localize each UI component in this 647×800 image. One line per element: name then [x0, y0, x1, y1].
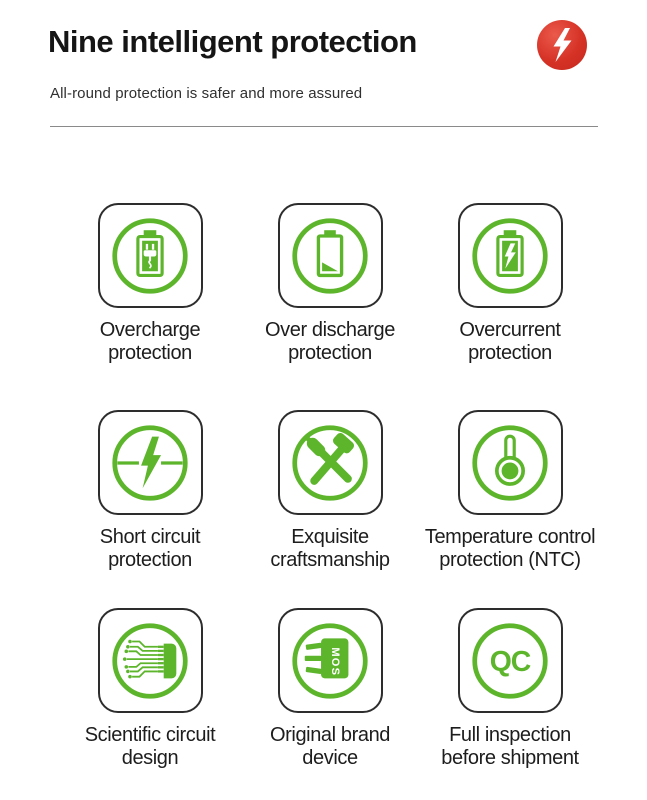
grid-row-1	[60, 203, 600, 365]
header-divider	[50, 126, 598, 127]
qc-text: QC	[489, 645, 531, 678]
feature-label	[100, 319, 201, 365]
over-discharge-battery-icon	[290, 216, 370, 296]
short-circuit-bolt-icon	[110, 423, 190, 503]
circuit-traces-chip-icon	[110, 621, 190, 701]
feature-label	[265, 319, 395, 365]
feature-over-discharge	[240, 203, 420, 365]
feature-full-inspection	[420, 608, 600, 770]
icon-box	[278, 410, 383, 515]
feature-label-line1: Temperature control	[424, 526, 596, 548]
thermometer-icon	[470, 423, 550, 503]
feature-label-line2: protection	[108, 342, 192, 364]
grid-row-3	[60, 608, 600, 770]
overcharge-battery-plug-icon	[110, 216, 190, 296]
icon-box	[278, 608, 383, 713]
icon-box	[98, 410, 203, 515]
feature-label-line2: device	[302, 747, 358, 769]
icon-box	[278, 203, 383, 308]
lightning-bolt-icon	[537, 20, 587, 70]
icon-box	[98, 203, 203, 308]
feature-label-line1: Exquisite	[291, 526, 369, 548]
icon-box	[458, 203, 563, 308]
feature-craftsmanship	[240, 410, 420, 572]
feature-circuit-design	[60, 608, 240, 770]
feature-short-circuit	[60, 410, 240, 572]
feature-overcharge	[60, 203, 240, 365]
lightning-badge	[537, 20, 587, 70]
feature-label-line1: Full inspection	[449, 724, 571, 746]
feature-label	[270, 724, 390, 770]
overcurrent-battery-bolt-icon	[470, 216, 550, 296]
feature-label-line1: Short circuit	[99, 526, 201, 548]
feature-label-line2: design	[121, 747, 179, 769]
feature-temperature-control	[420, 410, 600, 572]
grid-row-2	[60, 410, 600, 572]
feature-label-line1: Scientific circuit	[84, 724, 216, 746]
feature-label-line1: Original brand	[269, 724, 391, 746]
feature-label	[425, 526, 595, 572]
feature-label-line2: protection (NTC)	[439, 549, 581, 571]
feature-label-line1: Overcurrent	[459, 319, 561, 341]
feature-label	[85, 724, 216, 770]
mos-chip-text: MOS	[329, 646, 342, 676]
page-subtitle: All-round protection is safer and more assured	[50, 85, 363, 102]
icon-box	[458, 608, 563, 713]
qc-badge-icon	[470, 621, 550, 701]
icon-box	[458, 410, 563, 515]
feature-original-device	[240, 608, 420, 770]
mos-chip-icon	[290, 621, 370, 701]
feature-label-line2: craftsmanship	[270, 549, 390, 571]
feature-label-line2: protection	[288, 342, 372, 364]
feature-label-line2: before shipment	[441, 747, 579, 769]
feature-label	[459, 319, 560, 365]
feature-label	[441, 724, 578, 770]
page-title: Nine intelligent protection	[48, 24, 417, 59]
feature-label-line1: Over discharge	[264, 319, 395, 341]
feature-overcurrent	[420, 203, 600, 365]
feature-label	[100, 526, 200, 572]
crossed-tools-icon	[290, 423, 370, 503]
feature-label-line2: protection	[468, 342, 552, 364]
feature-label-line2: protection	[108, 549, 192, 571]
icon-box	[98, 608, 203, 713]
feature-label	[270, 526, 389, 572]
feature-label-line1: Overcharge	[99, 319, 201, 341]
